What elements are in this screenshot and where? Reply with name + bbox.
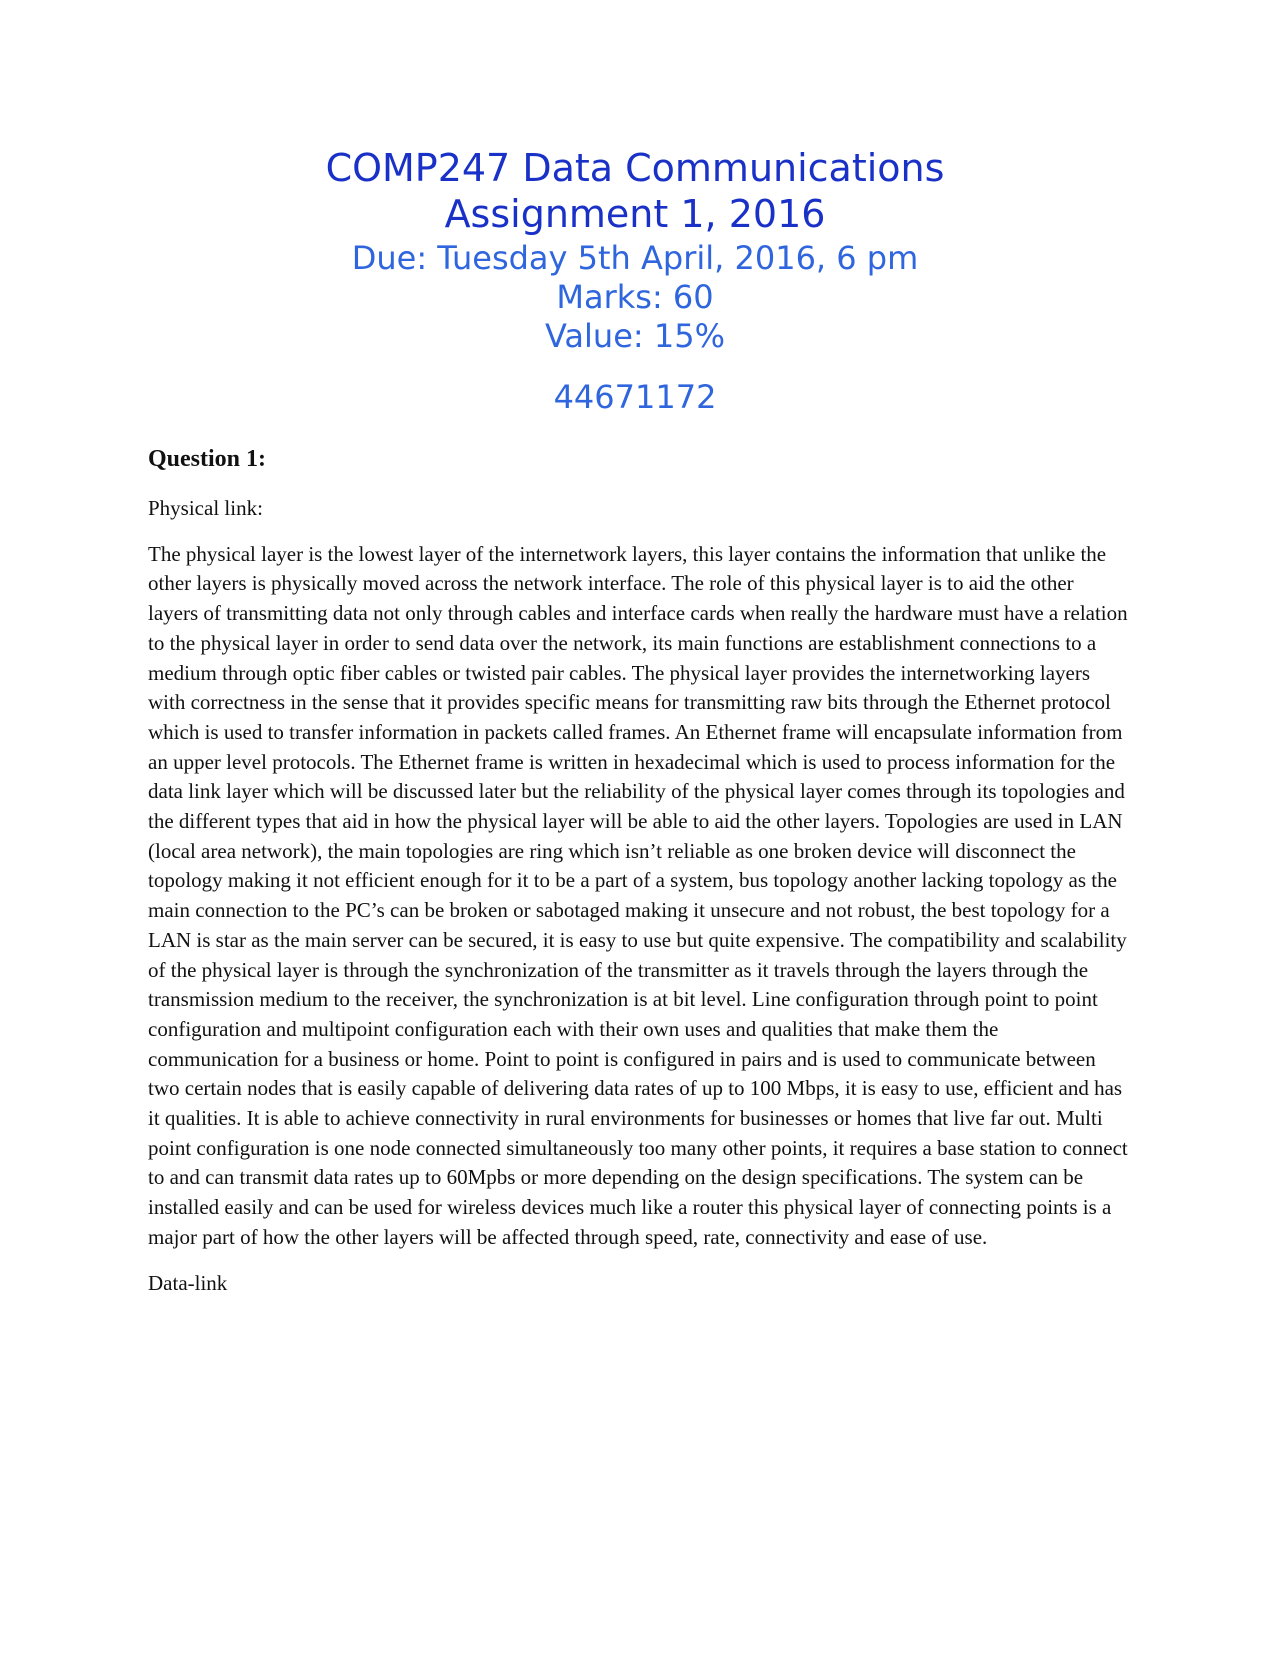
question-heading: Question 1: [148,446,267,472]
student-id: 44671172 [553,378,717,416]
section-label-data-link: Data-link [148,1270,228,1295]
physical-link-paragraph: The physical layer is the lowest layer of the internetwork layers, this layer contains the information that unlike the other layers is physically moved across the network interface. The role of this physical layer is to aid the other layers of transmitting data not only through cables and interface cards when really the hardware must have a relation to the physical layer in order to send data over the network, its main functions are establishment connections to a medium through optic fiber cables or twisted pair cables. The physical layer provides the internetworking layers with correctness in the sense that it provides specific means for transmitting raw bits through the Ethernet protocol which is used to transfer information in packets called frames. An Ethernet frame will encapsulate information from an upper level protocols. The Ethernet frame is written in hexadecimal which is used to process information for the data link layer which will be discussed later but the reliability of the physical layer comes through its topologies and the different types that aid in how the physical layer will be able to aid the other layers. Topologies are used in LAN (local area network), the main topologies are ring which isn’t reliable as one broken device will disconnect the topology making it not efficient enough for it to be a part of a system, bus topology another lacking topology as the main connection to the PC’s can be broken or sabotaged making it unsecure and not robust, the best topology for a LAN is star as the main server can be secured, it is easy to use but quite expensive. The compatibility and scalability of the physical layer is through the synchronization of the transmitter as it travels through the layers through the transmission medium to the receiver, the synchronization is at bit level. Line configuration through point to point configuration and multipoint configuration each with their own uses and qualities that make them the communication for a business or home. Point to point is configured in pairs and is used to communicate between two certain nodes that is easily capable of delivering data rates of up to 100 Mbps, it is easy to use, efficient and has it qualities. It is able to achieve connectivity in rural environments for businesses or homes that live far out. Multi point configuration is one node connected simultaneously too many other points, it requires a base station to connect to and can transmit data rates up to 60Mpbs or more depending on the design specifications. The system can be installed easily and can be used for wireless devices much like a router this physical layer of connecting points is a major part of how the other layers will be affected through speed, rate, connectivity and ease of use. [148,541,1128,1249]
section-label-physical-link: Physical link: [148,496,263,520]
marks: Marks: 60 [556,278,714,316]
document-body [148,444,1128,1314]
title-block [0,145,1270,417]
due-date: Due: Tuesday 5th April, 2016, 6 pm [351,239,919,277]
value-percent: Value: 15% [545,317,725,355]
assignment-title: Assignment 1, 2016 [444,192,826,236]
course-title: COMP247 Data Communications [325,146,945,190]
